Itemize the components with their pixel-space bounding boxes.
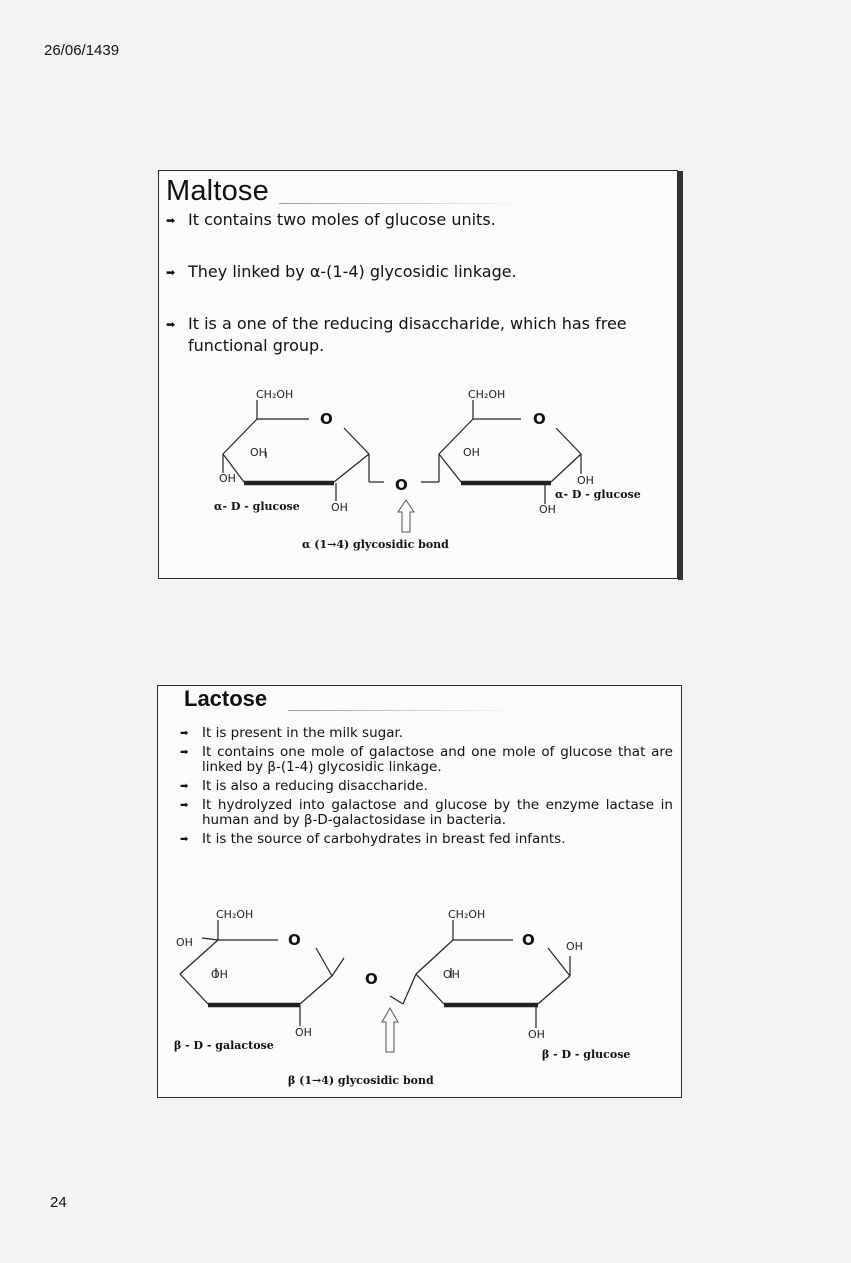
ch2oh-label: CH₂OH xyxy=(448,908,486,921)
bullet-item: ➡ It hydrolyzed into galactose and glucose by the enzyme lactase in human and by β-D-galactosidase in bacteria. xyxy=(180,797,673,828)
arrow-right-icon: ➡ xyxy=(166,266,176,279)
slide-lactose xyxy=(157,685,682,1098)
left-glucose-ring xyxy=(223,400,384,501)
oh-label: OH xyxy=(219,472,236,485)
bullet-item: ➡ It is present in the milk sugar. xyxy=(180,725,404,741)
oh-label: OH xyxy=(176,936,193,949)
ch2oh-label: CH₂OH xyxy=(216,908,254,921)
bullet-item: ➡ It contains two moles of glucose units. xyxy=(166,209,668,231)
oh-label: OH xyxy=(577,474,594,487)
right-sugar-label: α- D - glucose xyxy=(555,488,641,501)
arrow-right-icon: ➡ xyxy=(166,214,176,227)
left-sugar-label: α- D - glucose xyxy=(214,500,300,513)
bullet-list xyxy=(180,726,673,851)
arrow-right-icon: ➡ xyxy=(180,747,189,758)
arrow-right-icon: ➡ xyxy=(180,728,189,739)
oh-label: OH xyxy=(463,446,480,459)
bullet-list xyxy=(166,209,668,357)
ring-oxygen: O xyxy=(320,410,333,428)
oh-label: OH xyxy=(250,446,267,459)
oh-label: OH xyxy=(539,503,556,516)
bullet-item: ➡ It is also a reducing disaccharide. xyxy=(180,778,428,794)
oh-label: OH xyxy=(566,940,583,953)
ch2oh-label: CH₂OH xyxy=(468,388,506,401)
bond-arrow-icon xyxy=(382,1008,398,1052)
left-sugar-label: β - D - galactose xyxy=(174,1039,274,1052)
bridge-oxygen: O xyxy=(395,476,408,494)
bond-label: β (1→4) glycosidic bond xyxy=(288,1074,434,1087)
slide-maltose xyxy=(158,170,678,579)
slide-title: Lactose xyxy=(184,686,268,711)
lactose-structure-diagram xyxy=(158,904,683,1099)
ring-oxygen: O xyxy=(533,410,546,428)
title-divider xyxy=(288,710,518,711)
oh-label: OH xyxy=(295,1026,312,1039)
ring-oxygen: O xyxy=(288,931,301,949)
bullet-item: ➡ It contains one mole of galactose and one mole of glucose that are linked by β-(1-4) glycosidic linkage. xyxy=(180,744,673,775)
ch2oh-label: CH₂OH xyxy=(256,388,294,401)
slide-title: Maltose xyxy=(166,175,269,207)
maltose-structure-diagram xyxy=(159,386,679,576)
arrow-right-icon: ➡ xyxy=(180,781,189,792)
oh-label: OH xyxy=(443,968,460,981)
right-sugar-label: β - D - glucose xyxy=(542,1048,631,1061)
arrow-right-icon: ➡ xyxy=(180,834,189,845)
oh-label: OH xyxy=(528,1028,545,1041)
bond-label: α (1→4) glycosidic bond xyxy=(302,538,449,551)
oh-label: OH xyxy=(331,501,348,514)
page-number: 24 xyxy=(50,1194,67,1211)
bridge-oxygen: O xyxy=(365,970,378,988)
bullet-item: ➡ It is the source of carbohydrates in breast fed infants. xyxy=(180,831,566,847)
oh-label: OH xyxy=(211,968,228,981)
left-galactose-ring xyxy=(180,920,344,1026)
bullet-item: ➡ It is a one of the reducing disaccharide, which has free functional group. xyxy=(166,314,627,355)
page-date: 26/06/1439 xyxy=(44,42,120,59)
arrow-right-icon: ➡ xyxy=(180,800,189,811)
ring-oxygen: O xyxy=(522,931,535,949)
bullet-item: ➡ They linked by α-(1-4) glycosidic linkage. xyxy=(166,261,668,283)
bond-arrow-icon xyxy=(398,500,414,532)
arrow-right-icon: ➡ xyxy=(166,318,176,331)
right-glucose-ring xyxy=(390,920,570,1028)
title-divider xyxy=(279,203,529,204)
